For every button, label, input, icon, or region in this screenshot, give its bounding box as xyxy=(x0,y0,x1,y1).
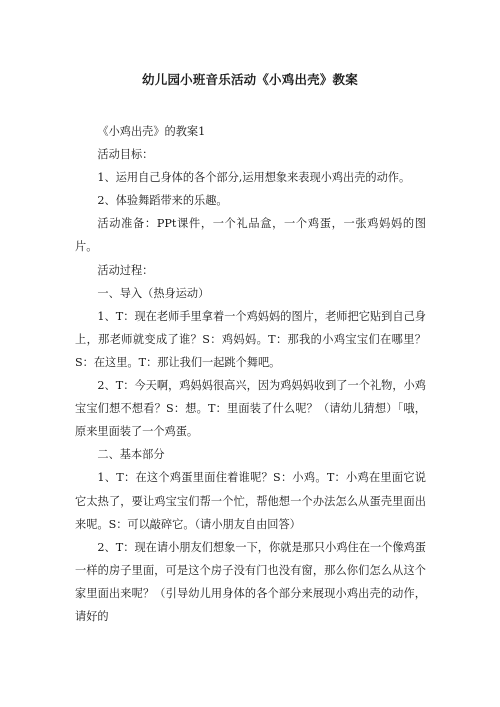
paragraph-intro-step-1: 1、T：现在老师手里拿着一个鸡妈妈的图片，老师把它贴到自己身上，那老师就变成了谁？S：鸡妈妈。T：那我的小鸡宝宝们在哪里？S：在这里。T：那让我们一起跳个舞吧。 xyxy=(75,309,426,369)
paragraph-goal-1: 1、运用自己身体的各个部分,运用想象来表现小鸡出壳的动作。 xyxy=(97,171,411,185)
paragraph-goals-heading: 活动目标： xyxy=(97,148,154,162)
document-body xyxy=(75,120,426,628)
paragraph-process-heading: 活动过程： xyxy=(97,263,154,277)
paragraph-main-step-2: 2、T：现在请小朋友们想象一下，你就是那只小鸡住在一个像鸡蛋一样的房子里面，可是这个房子没有门也没有窗，那么你们怎么从这个家里面出来呢？（引导幼儿用身体的各个部分来展现小鸡出壳的动作，请好的 xyxy=(75,540,426,623)
paragraph-intro-step-2: 2、T：今天啊，鸡妈妈很高兴，因为鸡妈妈收到了一个礼物，小鸡宝宝们想不想看？S：想。T：里面装了什么呢？（请幼儿猜想）「哦，原来里面装了一个鸡蛋。 xyxy=(75,379,426,439)
paragraph-section-heading: 《小鸡出壳》的教案1 xyxy=(97,125,206,138)
paragraph-preparation: 活动准备：PPt课件，一个礼品盒，一个鸡蛋，一张鸡妈妈的图片。 xyxy=(75,217,426,254)
paragraph-goal-2: 2、体验舞蹈带来的乐趣。 xyxy=(97,194,228,208)
paragraph-intro-heading: 一、导入（热身运动） xyxy=(97,286,210,300)
document-title: 幼儿园小班音乐活动《小鸡出壳》教案 xyxy=(142,72,358,87)
paragraph-main-step-1: 1、T：在这个鸡蛋里面住着谁呢？S：小鸡。T：小鸡在里面它说它太热了，要让鸡宝宝们帮一个忙，帮他想一个办法怎么从蛋壳里面出来呢。S：可以敲碎它。（请小朋友自由回答） xyxy=(75,471,426,531)
paragraph-main-heading: 二、基本部分 xyxy=(97,448,165,462)
